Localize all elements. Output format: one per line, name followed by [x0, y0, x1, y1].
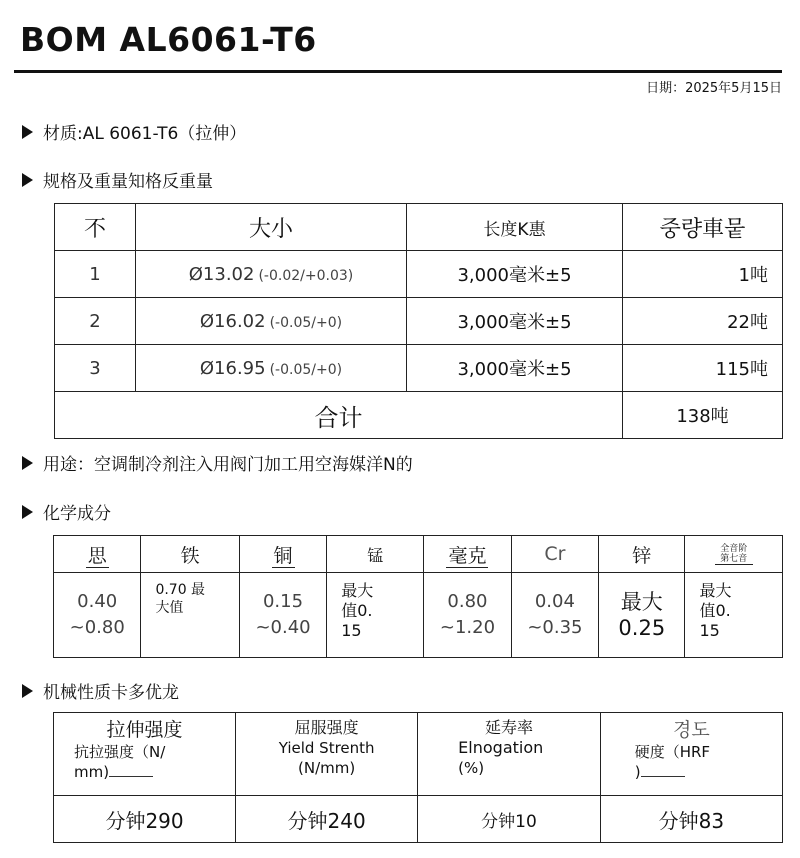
table-row [55, 345, 783, 392]
section-usage [22, 450, 413, 475]
element-header: Cr [511, 536, 598, 573]
row-length: 3,000毫米±5 [407, 345, 623, 392]
mech-value: 分钟83 [600, 796, 782, 843]
bullet-triangle-icon [22, 456, 33, 470]
mechanical-label: 机械性质卡多优龙 [43, 683, 179, 703]
size-tolerance: (-0.05/+0) [269, 314, 343, 331]
chem-value: 最大 0.25 [599, 573, 685, 658]
total-row [55, 392, 783, 439]
mech-table-values [54, 796, 783, 843]
chem-value: 最大 值0. 15 [685, 573, 783, 658]
row-length: 3,000毫米±5 [407, 251, 623, 298]
document-title: BOM AL6061-T6 [20, 20, 317, 59]
section-spec [22, 167, 213, 192]
chem-value: 0.15 ~0.40 [239, 573, 326, 658]
usage-label: 用途：空调制冷剂注入用阀门加工用空海媒洋N的 [43, 455, 413, 475]
section-chemistry [22, 499, 111, 524]
element-header: 铜 [239, 536, 326, 573]
mech-header-yield: 屈服强度 Yield Strenth (N/mm) [236, 713, 418, 796]
size-value: Ø13.02 [188, 263, 255, 285]
mech-table-header [54, 713, 783, 796]
row-size [136, 345, 407, 392]
header-weight: 중량車뭍 [623, 204, 783, 251]
row-weight: 1吨 [623, 251, 783, 298]
row-no: 3 [55, 345, 136, 392]
title-divider [14, 70, 782, 73]
size-value: Ø16.95 [199, 357, 266, 379]
element-header: 全音阶第七音 [685, 536, 783, 573]
size-tolerance: (-0.05/+0) [269, 361, 343, 378]
row-size [136, 251, 407, 298]
header-size: 大小 [136, 204, 407, 251]
element-header: 铁 [141, 536, 239, 573]
size-table-header [55, 204, 783, 251]
header-length: 长度K惠 [407, 204, 623, 251]
element-header: 思 [54, 536, 141, 573]
mech-value: 分钟240 [236, 796, 418, 843]
row-weight: 22吨 [623, 298, 783, 345]
element-header: 锰 [327, 536, 424, 573]
table-row [55, 298, 783, 345]
row-no: 1 [55, 251, 136, 298]
section-material [22, 119, 246, 144]
chem-table-values [54, 573, 783, 658]
chemistry-label: 化学成分 [43, 504, 111, 524]
element-header: 毫克 [424, 536, 511, 573]
table-row [55, 251, 783, 298]
size-value: Ø16.02 [199, 310, 266, 332]
chem-value: 0.80 ~1.20 [424, 573, 511, 658]
mech-header-elongation: 延寿率 Elnogation (%) [418, 713, 601, 796]
bullet-triangle-icon [22, 125, 33, 139]
chemical-composition-table [53, 535, 783, 658]
bullet-triangle-icon [22, 505, 33, 519]
spec-label: 规格及重量知格反重量 [43, 172, 213, 192]
bullet-triangle-icon [22, 173, 33, 187]
mechanical-properties-table [53, 712, 783, 843]
chem-value: 最大 值0. 15 [327, 573, 424, 658]
element-header: 锌 [599, 536, 685, 573]
size-tolerance: (-0.02/+0.03) [258, 267, 354, 284]
total-label: 合计 [55, 392, 623, 439]
header-no: 不 [55, 204, 136, 251]
chem-value: 0.70 最 大值 [141, 573, 239, 658]
total-value: 138吨 [623, 392, 783, 439]
chem-value: 0.40 ~0.80 [54, 573, 141, 658]
row-size [136, 298, 407, 345]
chem-table-header [54, 536, 783, 573]
row-no: 2 [55, 298, 136, 345]
section-mechanical [22, 678, 179, 703]
mech-header-hardness: 경도 硬度（HRF ) [600, 713, 782, 796]
mech-value: 分钟10 [418, 796, 601, 843]
mech-header-tensile: 拉伸强度 抗拉强度（N/ mm) [54, 713, 236, 796]
chem-value: 0.04 ~0.35 [511, 573, 598, 658]
row-length: 3,000毫米±5 [407, 298, 623, 345]
row-weight: 115吨 [623, 345, 783, 392]
document-date: 日期：2025年5月15日 [646, 81, 782, 96]
size-weight-table [54, 203, 783, 439]
mech-value: 分钟290 [54, 796, 236, 843]
material-label: 材质:AL 6061-T6（拉伸） [43, 124, 247, 144]
bullet-triangle-icon [22, 684, 33, 698]
